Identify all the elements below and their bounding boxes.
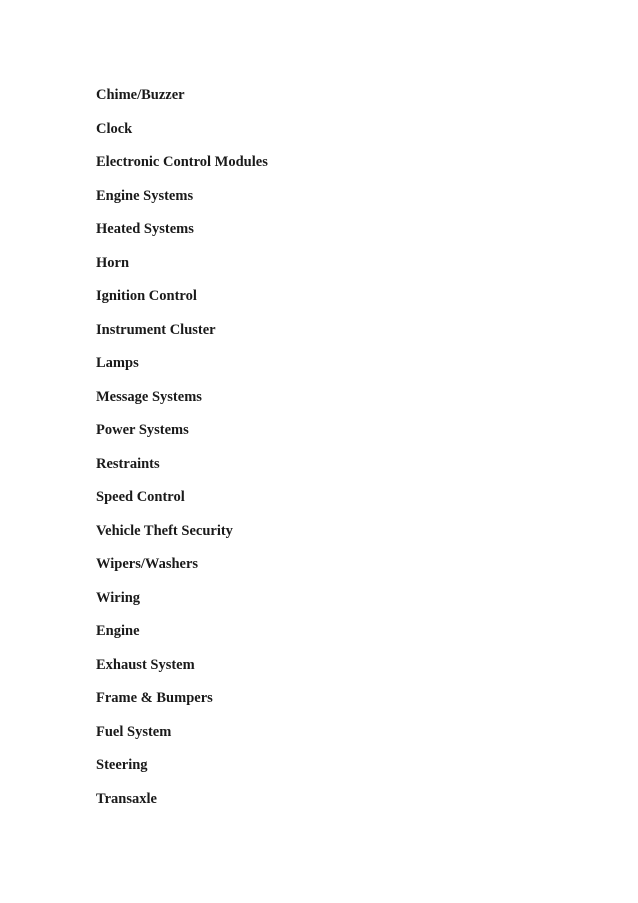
list-item: Power Systems [96, 422, 189, 438]
list-item: Horn [96, 254, 130, 271]
list-item: Speed Control [96, 489, 185, 505]
list-item: Chime/Buzzer [96, 87, 185, 103]
list-item: Instrument Cluster [96, 321, 216, 338]
list-item: Heated Systems [96, 221, 194, 237]
list-item: Clock [96, 120, 133, 137]
list-item: Wipers/Washers [96, 556, 199, 572]
list-item: Engine Systems [96, 187, 194, 204]
list-item: Frame & Bumpers [96, 690, 213, 706]
list-item: Vehicle Theft Security [96, 522, 233, 539]
list-item: Transaxle [96, 790, 157, 807]
list-item: Engine [96, 623, 140, 639]
list-item: Electronic Control Modules [96, 154, 268, 170]
list-item: Lamps [96, 355, 139, 371]
section-list [96, 86, 268, 823]
list-item: Ignition Control [96, 288, 197, 304]
list-item: Steering [96, 757, 148, 773]
list-item: Exhaust System [96, 656, 195, 673]
list-item: Restraints [96, 455, 160, 472]
list-item: Message Systems [96, 388, 202, 405]
list-item: Wiring [96, 589, 141, 606]
list-item: Fuel System [96, 723, 172, 740]
